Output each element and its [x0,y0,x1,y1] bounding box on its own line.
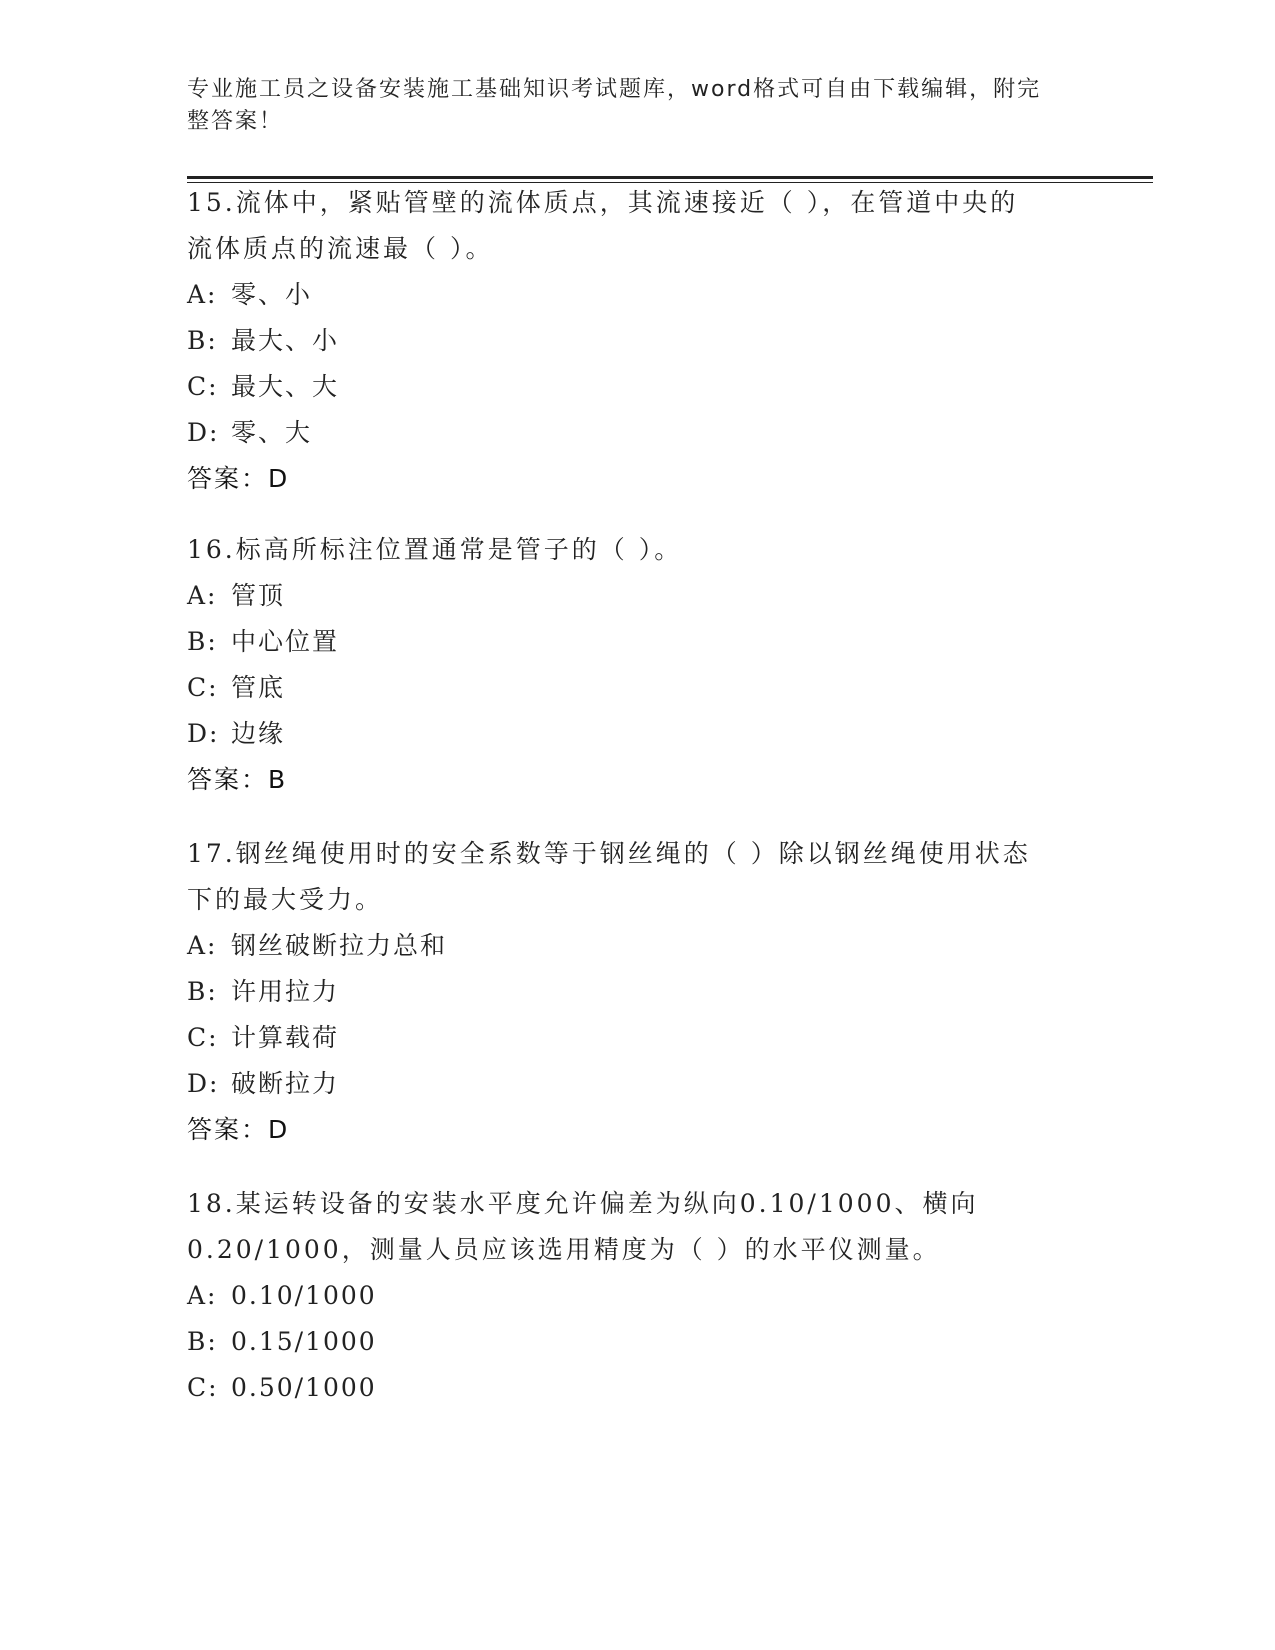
option-text: 边缘 [231,719,286,748]
option-d [187,711,1087,757]
option-key: D: [187,418,220,447]
option-d [187,410,1087,456]
question-16 [187,527,1087,803]
question-text-line: 下的最大受力。 [187,885,384,914]
answer-line: 答案：B [187,765,288,794]
option-b [187,619,1087,665]
question-text-line: 18.某运转设备的安装水平度允许偏差为纵向0.10/1000、横向 [187,1189,979,1218]
option-key: B: [187,326,218,355]
option-text: 管底 [231,673,286,702]
question-15 [187,180,1087,502]
option-c [187,1015,1087,1061]
question-17 [187,831,1087,1153]
option-c [187,364,1087,410]
option-c [187,1365,1087,1411]
option-key: A: [187,581,218,610]
question-text-line: 流体质点的流速最（ ）。 [187,234,494,263]
option-d [187,1061,1087,1107]
option-key: B: [187,1327,218,1356]
answer-line: 答案：D [187,1115,290,1144]
option-a [187,1273,1087,1319]
option-text: 零、小 [231,280,313,309]
option-a [187,573,1087,619]
question-18 [187,1181,1087,1411]
header-divider-thick [187,176,1153,179]
option-a [187,272,1087,318]
option-key: D: [187,1069,220,1098]
question-text-line: 16.标高所标注位置通常是管子的（ ）。 [187,535,683,564]
document-header [187,74,1067,138]
option-key: C: [187,372,219,401]
option-text: 计算载荷 [231,1023,340,1052]
option-text: 破断拉力 [231,1069,340,1098]
option-key: C: [187,673,219,702]
question-text-line: 17.钢丝绳使用时的安全系数等于钢丝绳的（ ）除以钢丝绳使用状态 [187,839,1031,868]
option-text: 许用拉力 [231,977,340,1006]
option-text: 零、大 [231,418,313,447]
question-text-line: 15.流体中，紧贴管壁的流体质点，其流速接近（ ），在管道中央的 [187,188,1019,217]
option-text: 钢丝破断拉力总和 [231,931,448,960]
question-text-line: 0.20/1000，测量人员应该选用精度为（ ）的水平仪测量。 [187,1235,941,1264]
option-text: 0.15/1000 [231,1327,377,1356]
option-key: A: [187,1281,218,1310]
option-key: B: [187,977,218,1006]
option-b [187,1319,1087,1365]
option-a [187,923,1087,969]
header-line-1: 专业施工员之设备安装施工基础知识考试题库，word格式可自由下载编辑，附完 [187,77,1042,102]
header-line-2: 整答案！ [187,109,284,134]
option-text: 最大、小 [231,326,340,355]
answer-line: 答案：D [187,464,290,493]
option-text: 最大、大 [231,372,340,401]
option-key: A: [187,280,218,309]
option-c [187,665,1087,711]
option-key: A: [187,931,218,960]
option-text: 中心位置 [231,627,340,656]
option-key: B: [187,627,218,656]
option-key: C: [187,1023,219,1052]
option-text: 管顶 [231,581,286,610]
option-text: 0.50/1000 [231,1373,377,1402]
option-key: D: [187,719,220,748]
option-b [187,318,1087,364]
option-b [187,969,1087,1015]
option-text: 0.10/1000 [231,1281,377,1310]
option-key: C: [187,1373,219,1402]
